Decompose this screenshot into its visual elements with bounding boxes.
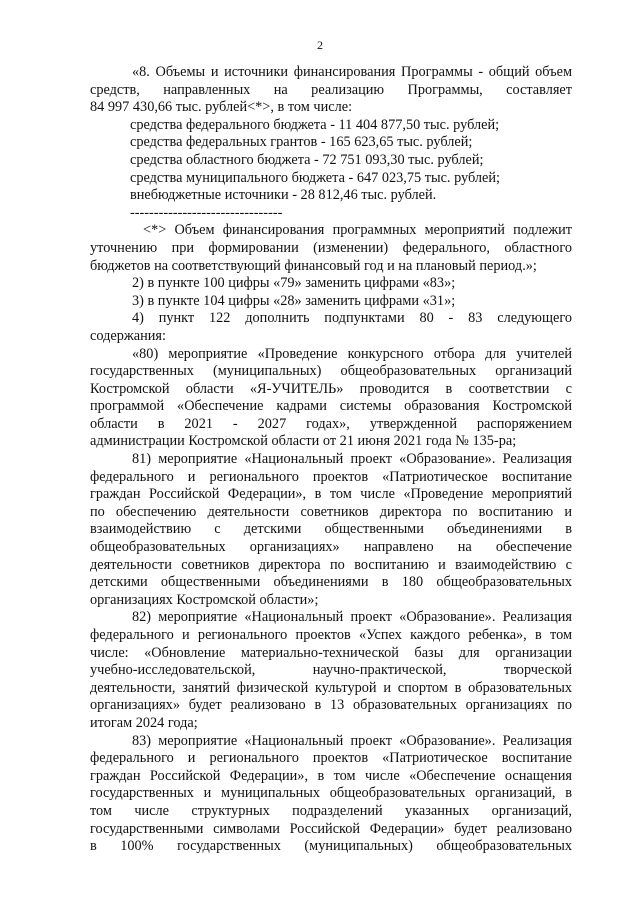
text-line: 82) мероприятие «Национальный проект «Образование». Реализация [132,609,572,626]
text-line: внебюджетные источники - 28 812,46 тыс. рублей. [130,187,437,204]
text-line: средства областного бюджета - 72 751 093,30 тыс. рублей; [130,151,484,168]
text-line: организациях Костромской области»; [90,591,319,608]
text-line: 2) в пункте 100 цифры «79» заменить цифрами «83»; [132,275,456,292]
text-line: 3) в пункте 104 цифры «28» заменить цифрами «31»; [132,292,456,309]
text-line: содержания: [90,327,166,344]
text-line: по обеспечению деятельности советников директора по воспитанию и [90,503,572,520]
text-line: бюджетов на соответствующий финансовый год и на плановый период.»; [90,257,537,274]
text-line: общеобразовательных организациях» направлено на обеспечение [90,539,572,556]
text-line: граждан Российской Федерации», в том числе «Проведение мероприятий [90,486,572,503]
text-line: средства федерального бюджета - 11 404 877,50 тыс. рублей; [130,116,500,133]
text-line: государственных (муниципальных) общеобразовательных организаций [90,363,572,380]
text-line: Костромской области «Я-УЧИТЕЛЬ» проводится в соответствии с [90,380,572,397]
text-line: деятельности, занятий физической культурой и спортом в образовательных [90,679,572,696]
text-line: в 100% государственных (муниципальных) общеобразовательных [90,838,572,855]
text-line: числе: «Обновление материально-технической базы для организации [90,644,572,661]
text-line: федерального и регионального проектов «Патриотическое воспитание [90,468,572,485]
text-line: 4) пункт 122 дополнить подпунктами 80 - 83 следующего [132,310,572,327]
text-line: 84 997 430,66 тыс. рублей<*>, в том числе: [90,99,353,116]
text-line: области в 2021 - 2027 годах», утвержденной распоряжением [90,415,572,432]
text-line: государственных и муниципальных общеобразовательных организаций, в [90,785,572,802]
text-line: средства федеральных грантов - 165 623,65 тыс. рублей; [130,134,473,151]
text-line: <*> Объем финансирования программных мероприятий подлежит [143,222,572,239]
text-line: -------------------------------- [130,204,283,221]
text-line: государственными символами Российской Федерации» будет реализовано [90,820,572,837]
document-body [90,64,572,856]
text-line: «8. Объемы и источники финансирования Программы - общий объем [132,64,572,80]
text-line: граждан Российской Федерации», в том числе «Обеспечение оснащения [90,767,572,784]
text-line: федерального и регионального проектов «Успех каждого ребенка», в том [90,627,572,643]
text-line: программой «Обеспечение кадрами системы образования Костромской [90,398,572,415]
text-line: средств, направленных на реализацию Программы, составляет [90,81,572,98]
text-line: организациях» будет реализовано в 13 образовательных организациях по [90,697,572,714]
text-line: администрации Костромской области от 21 июня 2021 года № 135-ра; [90,433,517,450]
text-line: уточнению при формировании (изменении) федерального, областного [90,239,572,256]
text-line: 81) мероприятие «Национальный проект «Образование». Реализация [132,451,572,468]
text-line: взаимодействию с детскими общественными объединениями в [90,521,572,538]
text-line: итогам 2024 года; [90,714,198,731]
text-line: средства муниципального бюджета - 647 023,75 тыс. рублей; [130,169,501,186]
text-line: учебно-исследовательской, научно-практической, творческой [90,662,572,679]
text-line: деятельности советников директора по воспитанию и взаимодействию с [90,556,572,573]
text-line: том числе структурных подразделений указанных организаций, [90,802,572,819]
page-number: 2 [317,38,323,52]
text-line: федерального и регионального проектов «Патриотическое воспитание [90,750,572,767]
text-line: детскими общественными объединениями в 180 общеобразовательных [90,574,572,591]
text-line: «80) мероприятие «Проведение конкурсного отбора для учителей [132,345,572,362]
text-line: 83) мероприятие «Национальный проект «Образование». Реализация [132,732,572,749]
